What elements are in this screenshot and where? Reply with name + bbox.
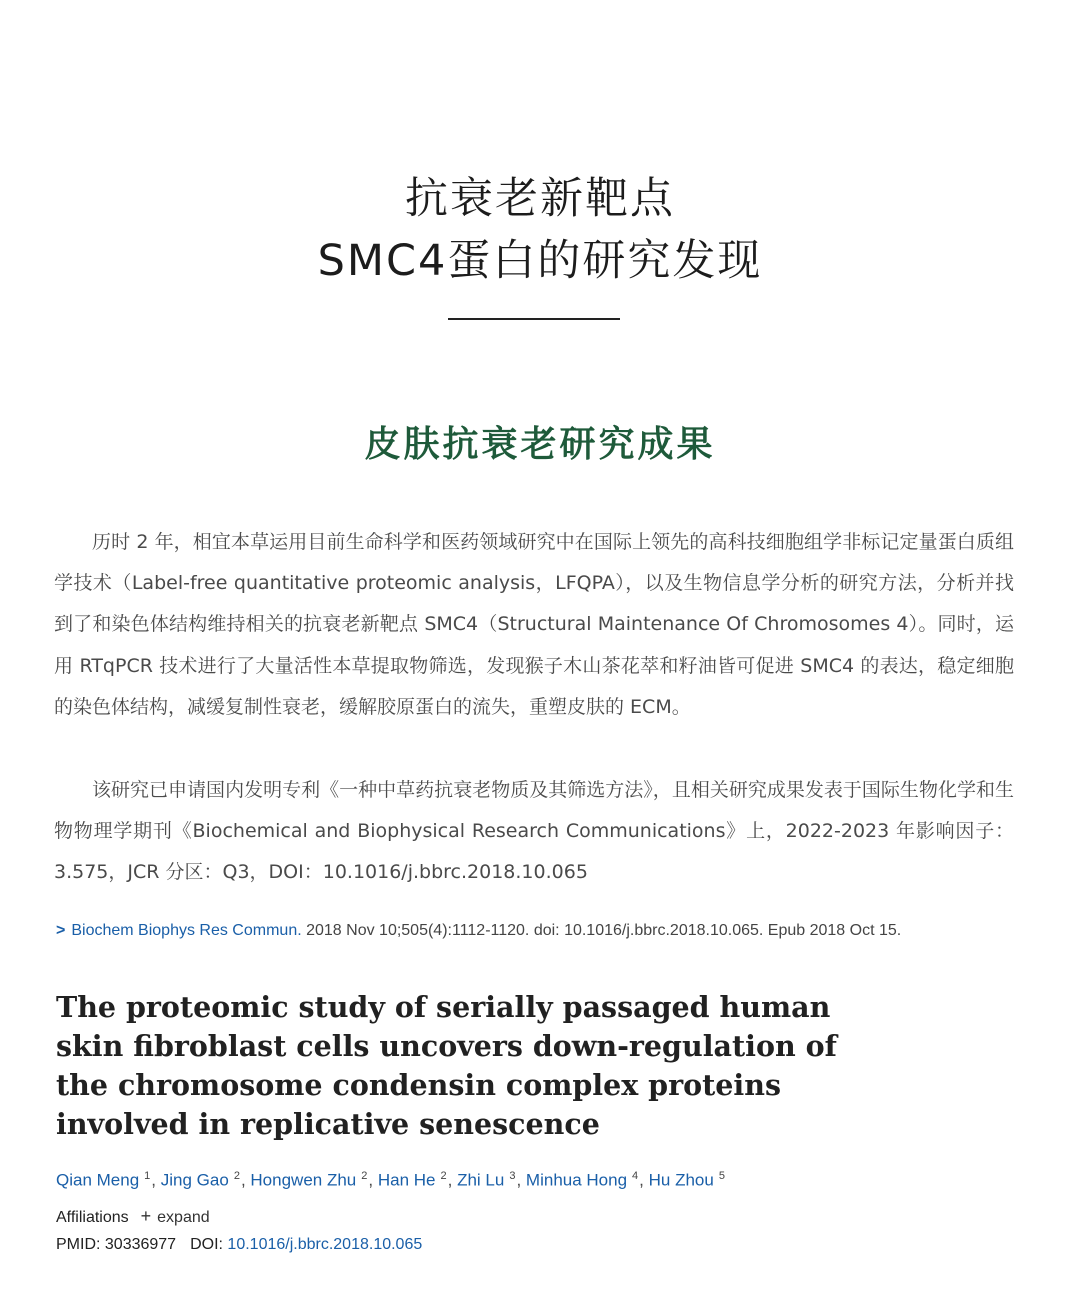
affiliations-label: Affiliations xyxy=(56,1209,129,1226)
page-title-line-2: SMC4蛋白的研究发现 xyxy=(317,236,763,286)
doi-link[interactable]: 10.1016/j.bbrc.2018.10.065 xyxy=(227,1236,423,1253)
author-list xyxy=(56,1162,1036,1195)
author-separator: , xyxy=(447,1170,453,1190)
author-link[interactable]: Jing Gao xyxy=(160,1170,229,1190)
author-separator: , xyxy=(240,1170,246,1190)
affiliation-number[interactable]: 1 xyxy=(144,1170,151,1182)
author-link[interactable]: Hu Zhou xyxy=(648,1170,714,1190)
article-title: The proteomic study of serially passaged human skin fibroblast cells uncovers down-regulation of the chromosome condensin complex proteins involved in replicative senescence xyxy=(56,990,837,1141)
citation-details: 2018 Nov 10;505(4):1112-1120. doi: 10.1016/j.bbrc.2018.10.065. Epub 2018 Oct 15. xyxy=(301,922,902,939)
author-separator: , xyxy=(639,1170,644,1190)
affiliation-number[interactable]: 2 xyxy=(440,1170,447,1182)
body-paragraph-2: 该研究已申请国内发明专利《一种中草药抗衰老物质及其筛选方法》，且相关研究成果发表于国际生物化学和生物物理学期刊《Biochemical and Biophysical Research Communications》上，2022-2023 年影响因子：3.575，JCR 分区：Q3，DOI：10.1016/j.bbrc.2018.10.065 xyxy=(54,779,1014,884)
author-link[interactable]: Han He xyxy=(377,1170,436,1190)
body-paragraph-1: 历时 2 年，相宜本草运用目前生命科学和医药领域研究中在国际上领先的高科技细胞组学非标记定量蛋白质组学技术（Label-free quantitative proteomic analysis，LFQPA），以及生物信息学分析的研究方法，分析并找到了和染色体结构维持相关的抗衰老新靶点 SMC4（Structural Maintenance Of Chromosomes 4）。同时，运用 RTqPCR 技术进行了大量活性本草提取物筛选，发现猴子木山茶花萃和籽油皆可促进 SMC4 的表达，稳定细胞的染色体结构，减缓复制性衰老，缓解胶原蛋白的流失，重塑皮肤的 ECM。 xyxy=(54,531,1014,718)
author-separator: , xyxy=(368,1170,374,1190)
author-link[interactable]: Minhua Hong xyxy=(525,1170,628,1190)
page-header xyxy=(0,168,1080,292)
doi-label: DOI: xyxy=(190,1236,223,1253)
citation-line xyxy=(56,918,956,944)
title-divider xyxy=(448,318,620,320)
identifiers-row xyxy=(56,1233,422,1257)
author-link[interactable]: Zhi Lu xyxy=(457,1170,505,1190)
affiliation-number[interactable]: 4 xyxy=(632,1170,639,1182)
affiliation-number[interactable]: 2 xyxy=(233,1170,240,1182)
author-link[interactable]: Qian Meng xyxy=(56,1170,140,1190)
plus-icon[interactable]: + xyxy=(140,1206,152,1226)
chevron-right-icon[interactable]: > xyxy=(56,922,66,939)
pmid-label: PMID: 30336977 xyxy=(56,1236,177,1253)
journal-link[interactable]: Biochem Biophys Res Commun. xyxy=(71,922,302,939)
affiliation-number[interactable]: 5 xyxy=(718,1170,725,1182)
section-heading: 皮肤抗衰老研究成果 xyxy=(364,424,716,465)
author-link[interactable]: Hongwen Zhu xyxy=(250,1170,357,1190)
author-separator: , xyxy=(516,1170,522,1190)
expand-affiliations-button[interactable]: expand xyxy=(157,1209,210,1226)
page-title-line-1: 抗衰老新靶点 xyxy=(405,174,675,224)
affiliation-number[interactable]: 3 xyxy=(509,1170,516,1182)
author-separator: , xyxy=(151,1170,157,1190)
affiliations-row xyxy=(56,1204,210,1230)
affiliation-number[interactable]: 2 xyxy=(361,1170,368,1182)
